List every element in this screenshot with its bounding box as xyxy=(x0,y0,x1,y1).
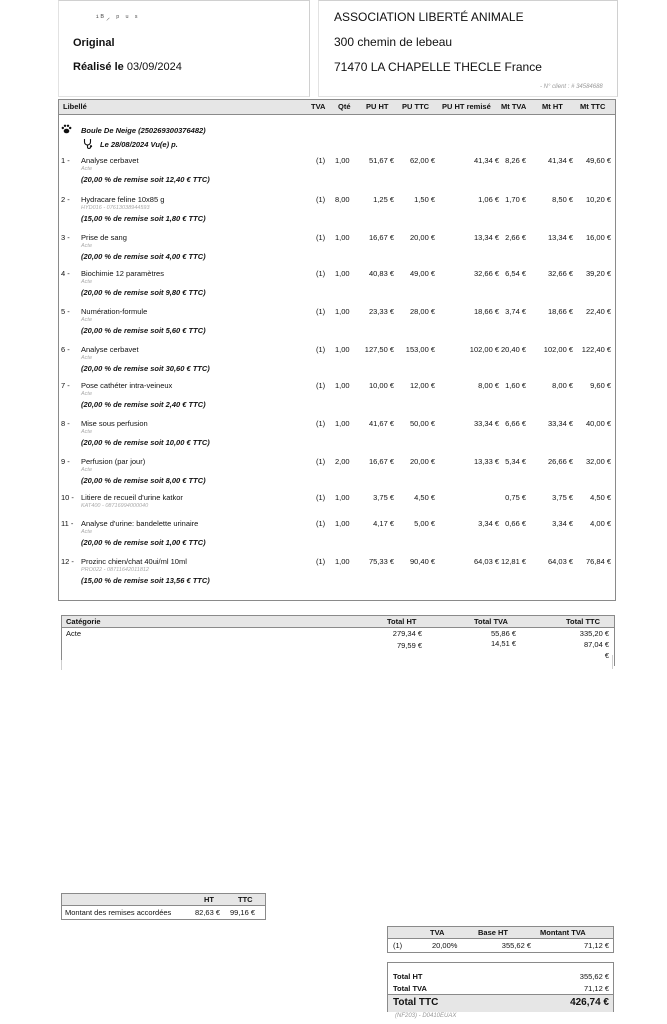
row-label: Analyse cerbavet xyxy=(81,156,139,165)
row-pu-ht: 16,67 € xyxy=(368,233,394,242)
row-pu-remise: 3,34 € xyxy=(478,519,499,528)
row-mt-tva: 0,66 € xyxy=(505,519,526,528)
vat-col-tva: TVA xyxy=(430,928,445,937)
row-mt-ttc: 16,00 € xyxy=(585,233,611,242)
row-mt-ttc: 39,20 € xyxy=(585,269,611,278)
row-pu-remise: 13,33 € xyxy=(473,457,499,466)
row-code: Acte xyxy=(81,355,93,361)
row-pu-remise: 64,03 € xyxy=(473,557,499,566)
category-ttc: 335,20 € xyxy=(579,629,609,638)
row-number: 4 - xyxy=(61,269,70,278)
row-pu-ttc: 153,00 € xyxy=(405,345,435,354)
row-qte: 1,00 xyxy=(335,307,350,316)
row-mt-ttc: 9,60 € xyxy=(590,381,611,390)
row-code: Acte xyxy=(81,166,93,172)
row-mt-ht: 18,66 € xyxy=(547,307,573,316)
discount-ht: 82,63 € xyxy=(195,908,221,917)
row-tva: (1) xyxy=(316,457,326,466)
row-discount: (15,00 % de remise soit 1,80 € TTC) xyxy=(81,214,206,223)
row-tva: (1) xyxy=(316,519,326,528)
category2-tva: 14,51 € xyxy=(490,639,516,648)
cat-col-total-ht: Total HT xyxy=(387,617,417,626)
row-qte: 1,00 xyxy=(335,419,350,428)
row-tva: (1) xyxy=(316,269,326,278)
row-number: 6 - xyxy=(61,345,70,354)
row-pu-ht: 10,00 € xyxy=(368,381,394,390)
row-pu-remise: 1,06 € xyxy=(478,195,499,204)
row-mt-ttc: 122,40 € xyxy=(581,345,611,354)
row-discount: (20,00 % de remise soit 4,00 € TTC) xyxy=(81,252,206,261)
cat-col-total-tva: Total TVA xyxy=(474,617,508,626)
row-discount: (20,00 % de remise soit 12,40 € TTC) xyxy=(81,175,210,184)
total-ht-label: Total HT xyxy=(393,972,423,981)
row-pu-remise: 102,00 € xyxy=(469,345,499,354)
paw-icon xyxy=(61,124,72,134)
footer-code: (NF203) - D0410EUAX xyxy=(395,1013,457,1019)
row-pu-remise: 13,34 € xyxy=(473,233,499,242)
original-label: Original xyxy=(73,37,115,49)
row-pu-ht: 51,67 € xyxy=(368,156,394,165)
total-tva-value: 71,12 € xyxy=(583,984,609,993)
row-mt-tva: 3,74 € xyxy=(505,307,526,316)
row-code: HYD016 - 07613038944593 xyxy=(81,205,150,211)
table-border-fragment xyxy=(61,660,62,670)
row-number: 12 - xyxy=(61,557,74,566)
row-mt-ttc: 4,00 € xyxy=(590,519,611,528)
row-mt-tva: 1,60 € xyxy=(505,381,526,390)
row-number: 2 - xyxy=(61,195,70,204)
row-discount: (20,00 % de remise soit 2,40 € TTC) xyxy=(81,400,206,409)
category-name: Acte xyxy=(66,629,82,638)
category-table xyxy=(61,615,615,666)
row-code: Acte xyxy=(81,529,93,535)
handwritten-mark: ¹ᴮ⸝ ᵖ ᵘ ˢ xyxy=(96,13,140,22)
animal-name: Boule De Neige (250269300376482) xyxy=(81,126,206,135)
row-tva: (1) xyxy=(316,233,326,242)
client-number: - N° client : # 34584688 xyxy=(540,84,603,90)
row-discount: (20,00 % de remise soit 5,60 € TTC) xyxy=(81,326,206,335)
row-mt-tva: 2,66 € xyxy=(505,233,526,242)
row-mt-ttc: 40,00 € xyxy=(585,419,611,428)
category3-ttc: € xyxy=(604,651,609,660)
row-code: KAT400 - 08716994000040 xyxy=(81,503,149,509)
row-tva: (1) xyxy=(316,419,326,428)
row-discount: (20,00 % de remise soit 8,00 € TTC) xyxy=(81,476,206,485)
vat-summary xyxy=(387,926,614,953)
row-qte: 1,00 xyxy=(335,345,350,354)
row-label: Analyse d'urine: bandelette urinaire xyxy=(81,519,199,528)
row-mt-ht: 102,00 € xyxy=(543,345,573,354)
total-ttc-label: Total TTC xyxy=(393,997,439,1008)
table-border-fragment xyxy=(612,655,613,669)
row-pu-ht: 3,75 € xyxy=(373,493,394,502)
col-pu-ttc: PU TTC xyxy=(402,102,430,111)
category2-ttc: 87,04 € xyxy=(583,640,609,649)
row-pu-ttc: 62,00 € xyxy=(409,156,435,165)
col-mt-ttc: Mt TTC xyxy=(580,102,606,111)
row-qte: 1,00 xyxy=(335,519,350,528)
row-mt-ht: 32,66 € xyxy=(547,269,573,278)
total-ttc-value: 426,74 € xyxy=(570,997,609,1008)
org-name: ASSOCIATION LIBERTÉ ANIMALE xyxy=(334,10,524,24)
cat-col-categorie: Catégorie xyxy=(66,617,101,626)
row-tva: (1) xyxy=(316,557,326,566)
row-pu-remise: 33,34 € xyxy=(473,419,499,428)
row-label: Hydracare feline 10x85 g xyxy=(81,195,165,204)
row-code: Acte xyxy=(81,467,93,473)
col-libelle: Libellé xyxy=(63,102,87,111)
row-mt-ht: 41,34 € xyxy=(547,156,573,165)
realise-label: Réalisé le xyxy=(73,61,124,73)
row-mt-ht: 26,66 € xyxy=(547,457,573,466)
row-number: 9 - xyxy=(61,457,70,466)
row-discount: (20,00 % de remise soit 1,00 € TTC) xyxy=(81,538,206,547)
row-label: Litiere de recueil d'urine katkor xyxy=(81,493,183,502)
row-code: Acte xyxy=(81,429,93,435)
row-pu-remise: 32,66 € xyxy=(473,269,499,278)
row-number: 7 - xyxy=(61,381,70,390)
invoice-table xyxy=(58,99,616,601)
row-qte: 1,00 xyxy=(335,381,350,390)
row-mt-ttc: 49,60 € xyxy=(585,156,611,165)
row-qte: 8,00 xyxy=(335,195,350,204)
vat-header xyxy=(388,927,613,939)
org-address: 300 chemin de lebeau xyxy=(334,35,453,49)
row-pu-ht: 41,67 € xyxy=(368,419,394,428)
row-mt-tva: 8,26 € xyxy=(505,156,526,165)
row-pu-ttc: 49,00 € xyxy=(409,269,435,278)
row-pu-ht: 40,83 € xyxy=(368,269,394,278)
discount-col-ttc: TTC xyxy=(238,895,253,904)
discount-summary xyxy=(61,893,266,920)
row-mt-tva: 1,70 € xyxy=(505,195,526,204)
cat-col-total-ttc: Total TTC xyxy=(566,617,601,626)
org-city: 71470 LA CHAPELLE THECLE France xyxy=(334,60,542,74)
row-tva: (1) xyxy=(316,156,326,165)
row-pu-ht: 75,33 € xyxy=(368,557,394,566)
row-label: Pose cathéter intra-veineux xyxy=(81,381,173,390)
row-label: Numération-formule xyxy=(81,307,148,316)
row-mt-tva: 12,81 € xyxy=(500,557,526,566)
row-mt-tva: 6,54 € xyxy=(505,269,526,278)
row-pu-ht: 16,67 € xyxy=(368,457,394,466)
row-label: Prise de sang xyxy=(81,233,127,242)
row-qte: 1,00 xyxy=(335,269,350,278)
row-label: Prozinc chien/chat 40ui/ml 10ml xyxy=(81,557,187,566)
row-mt-ttc: 4,50 € xyxy=(590,493,611,502)
row-label: Perfusion (par jour) xyxy=(81,457,146,466)
vat-base: 355,62 € xyxy=(501,941,531,950)
row-tva: (1) xyxy=(316,195,326,204)
row-qte: 2,00 xyxy=(335,457,350,466)
discount-ttc: 99,16 € xyxy=(230,908,256,917)
category-header xyxy=(62,616,614,628)
row-qte: 1,00 xyxy=(335,233,350,242)
col-pu-remise: PU HT remisé xyxy=(442,102,491,111)
row-mt-ht: 33,34 € xyxy=(547,419,573,428)
row-number: 1 - xyxy=(61,156,70,165)
row-pu-ht: 127,50 € xyxy=(364,345,394,354)
row-mt-ht: 8,50 € xyxy=(552,195,573,204)
row-pu-ht: 1,25 € xyxy=(373,195,394,204)
col-pu-ht: PU HT xyxy=(366,102,389,111)
row-tva: (1) xyxy=(316,381,326,390)
row-mt-ht: 8,00 € xyxy=(552,381,573,390)
row-pu-ht: 4,17 € xyxy=(373,519,394,528)
table-header xyxy=(59,100,615,115)
stethoscope-icon xyxy=(83,138,93,149)
row-number: 5 - xyxy=(61,307,70,316)
row-discount: (20,00 % de remise soit 9,80 € TTC) xyxy=(81,288,206,297)
col-qte: Qté xyxy=(338,102,351,111)
row-qte: 1,00 xyxy=(335,156,350,165)
row-pu-ttc: 20,00 € xyxy=(409,457,435,466)
row-tva: (1) xyxy=(316,345,326,354)
row-label: Biochimie 12 paramètres xyxy=(81,269,164,278)
category-ht: 279,34 € xyxy=(392,629,422,638)
row-mt-ttc: 10,20 € xyxy=(585,195,611,204)
col-tva: TVA xyxy=(311,102,326,111)
vat-rate: 20,00% xyxy=(432,941,458,950)
col-mt-ht: Mt HT xyxy=(542,102,563,111)
total-ht-value: 355,62 € xyxy=(579,972,609,981)
row-label: Analyse cerbavet xyxy=(81,345,139,354)
row-qte: 1,00 xyxy=(335,493,350,502)
row-pu-ttc: 4,50 € xyxy=(414,493,435,502)
row-pu-ttc: 1,50 € xyxy=(414,195,435,204)
row-pu-ht: 23,33 € xyxy=(368,307,394,316)
row-mt-ttc: 22,40 € xyxy=(585,307,611,316)
row-number: 11 - xyxy=(61,519,74,528)
row-pu-ttc: 28,00 € xyxy=(409,307,435,316)
row-mt-ht: 13,34 € xyxy=(547,233,573,242)
row-mt-ht: 3,75 € xyxy=(552,493,573,502)
row-mt-ht: 3,34 € xyxy=(552,519,573,528)
row-label: Mise sous perfusion xyxy=(81,419,148,428)
row-discount: (20,00 % de remise soit 30,60 € TTC) xyxy=(81,364,210,373)
total-tva-label: Total TVA xyxy=(393,984,427,993)
row-qte: 1,00 xyxy=(335,557,350,566)
row-mt-ttc: 76,84 € xyxy=(585,557,611,566)
row-code: Acte xyxy=(81,243,93,249)
row-pu-remise: 41,34 € xyxy=(473,156,499,165)
discount-label: Montant des remises accordées xyxy=(65,908,172,917)
row-pu-remise: 18,66 € xyxy=(473,307,499,316)
row-mt-ttc: 32,00 € xyxy=(585,457,611,466)
row-number: 3 - xyxy=(61,233,70,242)
vat-col-amount: Montant TVA xyxy=(540,928,586,937)
row-pu-ttc: 90,40 € xyxy=(409,557,435,566)
row-code: Acte xyxy=(81,279,93,285)
category-tva: 55,86 € xyxy=(490,629,516,638)
row-tva: (1) xyxy=(316,307,326,316)
row-discount: (15,00 % de remise soit 13,56 € TTC) xyxy=(81,576,210,585)
row-number: 10 - xyxy=(61,493,74,502)
vat-amount: 71,12 € xyxy=(583,941,609,950)
discount-col-ht: HT xyxy=(204,895,214,904)
row-code: Acte xyxy=(81,391,93,397)
row-mt-ht: 64,03 € xyxy=(547,557,573,566)
date-line xyxy=(73,61,182,73)
row-mt-tva: 5,34 € xyxy=(505,457,526,466)
row-mt-tva: 0,75 € xyxy=(505,493,526,502)
totals-box xyxy=(387,962,614,1012)
vat-col-base: Base HT xyxy=(478,928,509,937)
row-pu-ttc: 20,00 € xyxy=(409,233,435,242)
realise-date: 03/09/2024 xyxy=(126,61,182,73)
row-pu-ttc: 12,00 € xyxy=(409,381,435,390)
category2-ht: 79,59 € xyxy=(396,641,422,650)
visit-line: Le 28/08/2024 Vu(e) p. xyxy=(100,140,178,149)
vat-code: (1) xyxy=(393,941,403,950)
row-pu-remise: 8,00 € xyxy=(478,381,499,390)
row-tva: (1) xyxy=(316,493,326,502)
col-mt-tva: Mt TVA xyxy=(501,102,527,111)
row-mt-tva: 20,40 € xyxy=(500,345,526,354)
row-code: PRO022 - 08711642011812 xyxy=(81,567,149,573)
row-mt-tva: 6,66 € xyxy=(505,419,526,428)
row-number: 8 - xyxy=(61,419,70,428)
row-code: Acte xyxy=(81,317,93,323)
row-pu-ttc: 5,00 € xyxy=(414,519,435,528)
total-ttc-row xyxy=(388,994,613,1012)
discount-header xyxy=(62,894,265,906)
row-discount: (20,00 % de remise soit 10,00 € TTC) xyxy=(81,438,210,447)
row-pu-ttc: 50,00 € xyxy=(409,419,435,428)
